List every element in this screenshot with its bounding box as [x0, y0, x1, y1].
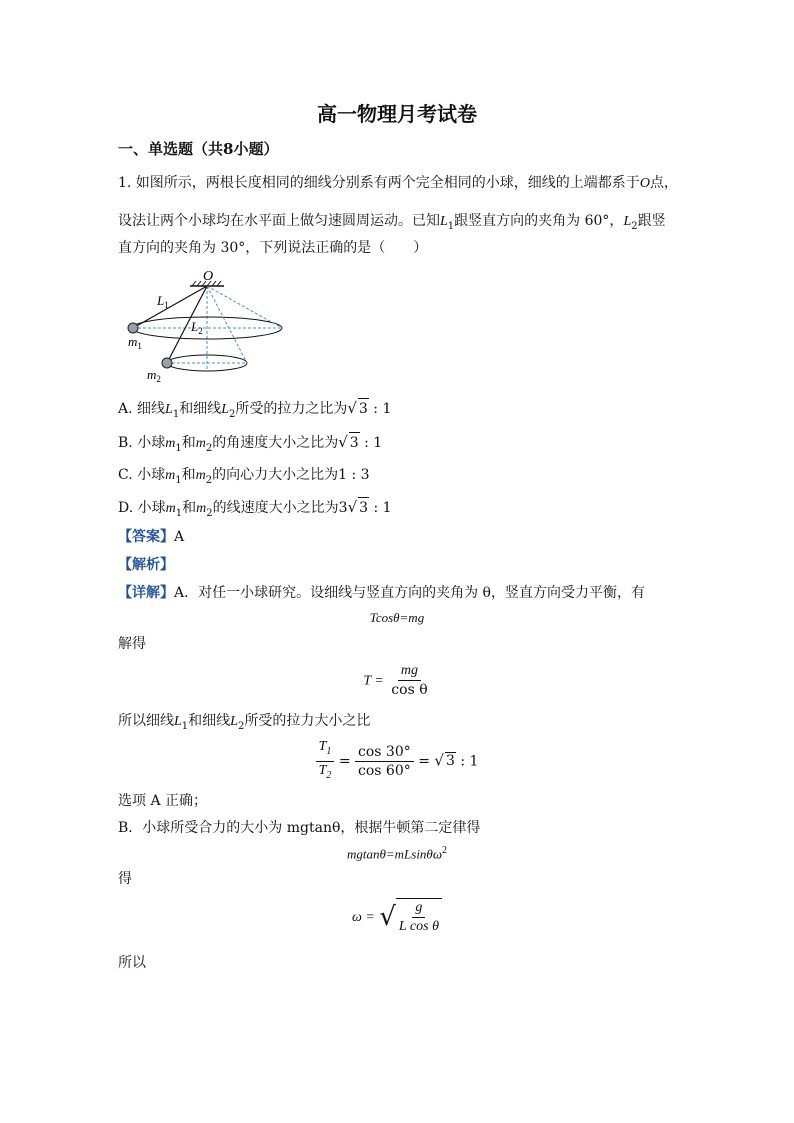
sqrt-symbol: √ [434, 751, 444, 770]
ratio-value: 1 : 3 [338, 467, 370, 483]
sub: 2 [631, 220, 638, 232]
var-L: L [174, 714, 182, 729]
var-L: L [165, 402, 173, 417]
fraction-t [316, 738, 335, 785]
part-b-text: B．小球所受合力的大小为 mgtanθ，根据牛顿第二定律得 [118, 820, 481, 836]
ratio-tail: : 1 [368, 401, 392, 417]
equation-1: Tcosθ=mg [369, 610, 425, 625]
sqrt-value: 3 [358, 398, 369, 419]
sub: 2 [228, 408, 236, 420]
fraction [388, 662, 430, 699]
var-L: L [230, 714, 238, 729]
var-m: m [196, 501, 207, 516]
eq-lhs: ω = [352, 910, 375, 925]
question-line-3: 直方向的夹角为 30°，下列说法正确的是（ ） [118, 240, 428, 256]
var-m: m [195, 468, 206, 483]
option-text: 的线速度大小之比为 [212, 500, 339, 516]
detail-text: A．对任一小球研究。设细线与竖直方向的夹角为 θ，竖直方向受力平衡，有 [174, 585, 645, 601]
ratio-tail: : 1 [359, 435, 383, 451]
sqrt-value: 3 [445, 753, 455, 770]
option-text: A. 细线 [118, 401, 166, 417]
correct-a: 选项 A 正确； [118, 793, 208, 809]
sub: 1 [172, 408, 180, 420]
equals: = [338, 753, 351, 770]
answer-value: A [174, 529, 185, 545]
question-text: 设法让两个小球均在水平面上做匀速圆周运动。已知 [118, 213, 440, 229]
detail-line [118, 583, 645, 603]
sqrt-value: 3 [358, 497, 369, 518]
var-m: m [165, 501, 176, 516]
coef: 3 [338, 500, 348, 516]
denominator: L cos θ [398, 919, 439, 934]
var-L: L [221, 402, 229, 417]
eq4-text: mgtanθ=mLsinθω [346, 846, 442, 862]
option-text: 和 [181, 467, 196, 483]
numerator: mg [398, 662, 421, 681]
equals: = [418, 753, 430, 770]
sub: 1 [175, 442, 182, 454]
sub: 1 [181, 720, 189, 732]
var-L: L [623, 214, 632, 229]
text: 和细线 [188, 713, 231, 729]
sub: 2 [205, 474, 213, 486]
var-L: L [440, 214, 448, 229]
page-title: 高一物理月考试卷 [317, 102, 477, 126]
option-text: 的向心力大小之比为 [212, 467, 339, 483]
numerator: $T_1$ [316, 738, 335, 762]
equation-4 [0, 845, 794, 862]
analysis-tag-text: 【解析】 [118, 557, 174, 573]
option-text: 和细线 [179, 401, 222, 417]
cone-edge-right-2 [207, 286, 247, 363]
option-text: 所受的拉力之比为 [235, 401, 348, 417]
label-m1: $m_1$ [128, 334, 142, 351]
eq-lhs: T = [363, 673, 384, 689]
answer-tag: 【答案】 [118, 529, 174, 545]
denominator: $T_2$ [318, 762, 332, 781]
ratio-text [118, 711, 370, 737]
equation-3 [0, 738, 794, 785]
label-m2: $m_2$ [147, 367, 161, 384]
de-label: 得 [118, 871, 132, 887]
option-b[interactable] [118, 432, 382, 459]
option-text: C. 小球 [118, 467, 166, 483]
analysis-tag [118, 555, 174, 575]
sub: 1 [447, 220, 455, 232]
text: 所受的拉力大小之比 [244, 713, 371, 729]
numerator: g [412, 899, 425, 918]
conical-pendulum-figure [120, 266, 290, 384]
sub: 2 [205, 442, 213, 454]
var-m: m [165, 436, 176, 451]
question-text: 点， [649, 175, 678, 191]
sub: 1 [175, 507, 183, 519]
sqrt-body [396, 898, 442, 936]
var-m: m [165, 468, 176, 483]
option-text: 和 [182, 500, 197, 516]
option-a[interactable] [118, 398, 391, 425]
question-text: 1. 如图所示，两根长度相同的细线分别系有两个完全相同的小球，细线的上端都系于 [118, 175, 640, 191]
equation-2 [0, 662, 794, 699]
suoyi-label: 所以 [118, 955, 146, 971]
solve-label: 解得 [118, 636, 146, 652]
sqrt-value: 3 [349, 432, 360, 453]
fraction [396, 899, 442, 936]
equation-5 [0, 898, 794, 936]
ratio-tail: : 1 [455, 753, 479, 770]
denominator: cos 60° [358, 762, 411, 779]
option-text: D. 小球 [118, 500, 166, 516]
option-text: 的角速度大小之比为 [212, 435, 339, 451]
sqrt-symbol: √ [338, 433, 348, 451]
label-L1: $L_1$ [157, 293, 169, 310]
detail-tag: 【详解】 [118, 585, 174, 601]
sub: 2 [206, 507, 213, 519]
section-heading: 一、单选题（共8小题） [118, 140, 279, 158]
label-L2: $L_2$ [191, 319, 203, 336]
option-text: B. 小球 [118, 435, 166, 451]
answer-line [118, 527, 184, 547]
ratio-tail: : 1 [369, 500, 392, 516]
question-line-1 [118, 173, 678, 194]
sup: 2 [442, 845, 447, 856]
var-m: m [195, 436, 206, 451]
denominator: cos θ [391, 682, 428, 698]
option-text: 和 [181, 435, 196, 451]
ball-m1 [128, 323, 138, 333]
option-d[interactable] [118, 497, 392, 524]
sub: 1 [175, 474, 182, 486]
sub: 2 [237, 720, 245, 732]
fraction-cos [355, 743, 414, 780]
numerator: cos 30° [355, 743, 414, 762]
question-line-2 [118, 211, 666, 237]
option-c[interactable] [118, 465, 370, 491]
ball-m2 [162, 358, 172, 368]
sqrt-symbol: √ [347, 498, 358, 516]
point-o: O [639, 176, 650, 191]
text: 所以细线 [118, 713, 174, 729]
question-text: 跟竖 [637, 213, 666, 229]
sqrt-symbol: √ [379, 902, 396, 932]
sqrt-symbol: √ [347, 399, 357, 417]
label-o: O [203, 269, 214, 284]
question-text: 跟竖直方向的夹角为 60°， [454, 213, 624, 229]
